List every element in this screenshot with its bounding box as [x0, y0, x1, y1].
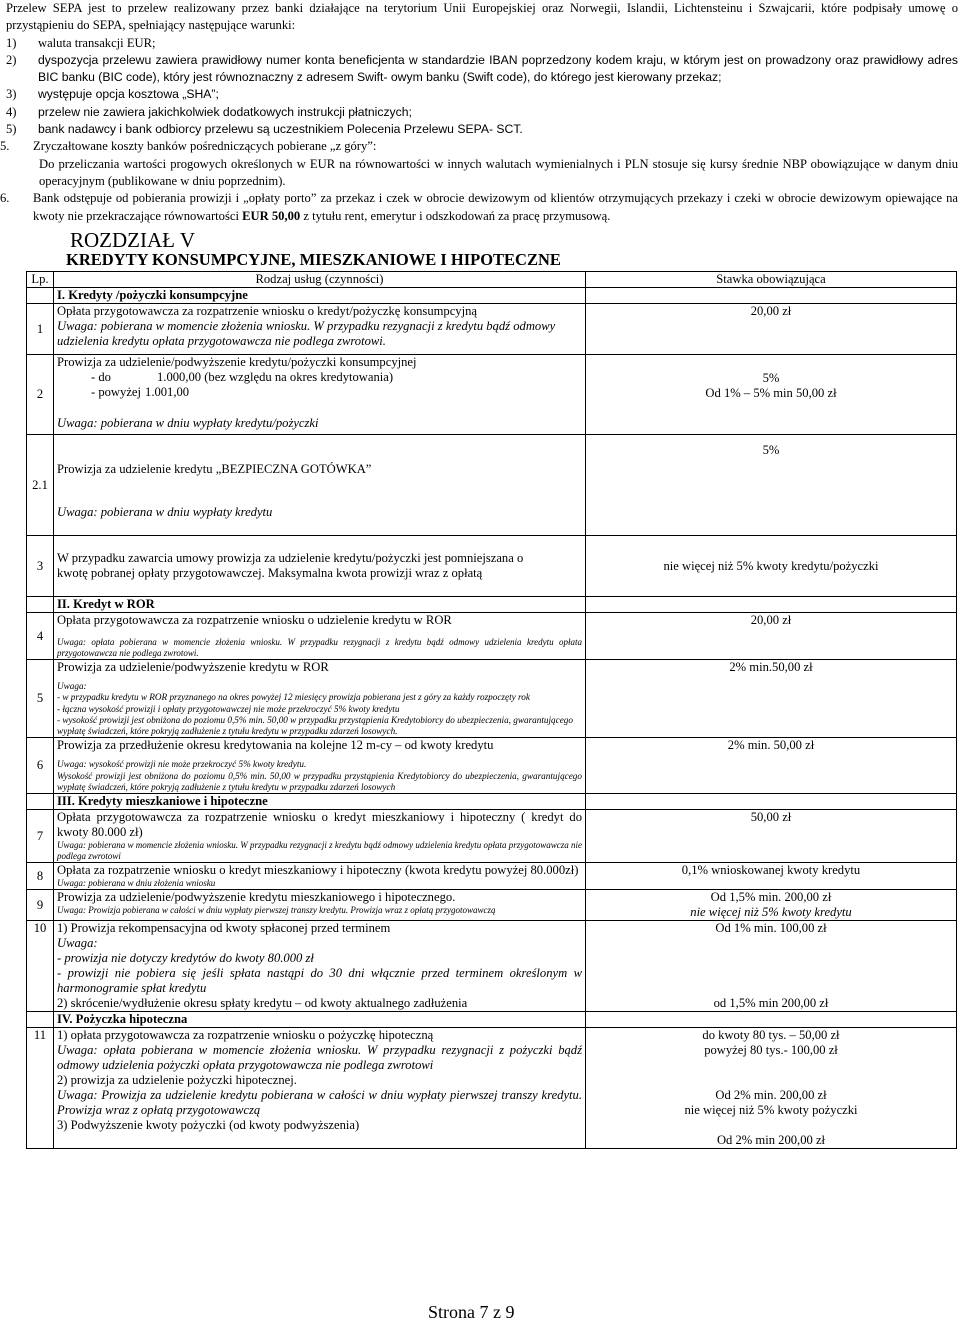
- section-row: II. Kredyt w ROR: [27, 597, 957, 613]
- point-6-num: 6.: [0, 191, 10, 206]
- cond-1: waluta transakcji EUR;: [38, 35, 156, 50]
- table-row: 3 W przypadku zawarcia umowy prowizja za udzielenie kredytu/pożyczki jest pomniejszana o kwotę pobranej opłaty przygotowawczej. Maksymalna kwota prowizji wraz z opłatą nie więcej niż 5% kwoty kredytu/pożyczki: [27, 536, 957, 597]
- chapter-heading: ROZDZIAŁ V: [70, 228, 196, 252]
- table-row: 9 Prowizja za udzielenie/podwyższenie kredytu mieszkaniowego i hipotecznego. Uwaga: Prowizja pobierana w całości w dniu wypłaty pierwszej transzy kredytu. Prowizja wraz z opłatą przygotowawczą Od 1,5% min. 200,00 zł nie więcej niż 5% kwoty kredytu: [27, 890, 957, 921]
- cond-3: występuje opcja kosztowa „SHA”;: [38, 87, 219, 102]
- table-row: 1 Opłata przygotowawcza za rozpatrzenie wniosku o kredyt/pożyczkę konsumpcyjną Uwaga: pobierana w momencie złożenia wniosku. W przypadku rezygnacji z kredytu bądź odmowy udzielenia kredytu opłata przygotowawcza nie podlega zwrotowi. 20,00 zł: [27, 304, 957, 355]
- table-row: 6 Prowizja za przedłużenie okresu kredytowania na kolejne 12 m-cy – od kwoty kredytu Uwaga: wysokość prowizji nie może przekroczyć 5% kwoty kredytu. Wysokość prowizji jest obniżona do poziomu 0,5% min. 50,00 w przypadku przystąpienia Kredytobiorcy do ubezpieczenia, gwarantującego wypłatę świadczeń, które pokryją zadłużenie z tytułu kredytu w przypadku zdarzeń losowych 2% min. 50,00 zł: [27, 738, 957, 794]
- col-lp: Lp.: [27, 272, 54, 288]
- col-service: Rodzaj usług (czynności): [54, 272, 586, 288]
- point-6-body: Bank odstępuje od pobierania prowizji i „opłaty porto” za przekaz i czek w obrocie dewizowym od klientów otrzymujących przekazy i czeki w obrocie dewizowym opiewające na kwoty nie przekraczające równowartości EUR 50,00 z tytułu rent, emerytur i odszkodowań za pracę przymusową.: [33, 191, 958, 223]
- section-row: I. Kredyty /pożyczki konsumpcyjne: [27, 288, 957, 304]
- table-row: 10 1) Prowizja rekompensacyjna od kwoty spłaconej przed terminem Uwaga: - prowizja nie dotyczy kredytów do kwoty 80.000 zł - prowizji nie pobiera się jeśli spłata nastąpi do 30 dni włącznie przed terminem określonym w harmonogramie spłat kredytu 2) skrócenie/wydłużenie okresu spłaty kredytu – od kwoty aktualnego zadłużenia Od 1% min. 100,00 zł od 1,5% min 200,00 zł: [27, 921, 957, 1012]
- section-row: IV. Pożyczka hipoteczna: [27, 1012, 957, 1028]
- table-row: 8 Opłata za rozpatrzenie wniosku o kredyt mieszkaniowy i hipoteczny (kwota kredytu powyżej 80.000zł) Uwaga: pobierana w dniu złożenia wniosku 0,1% wnioskowanej kwoty kredytu: [27, 863, 957, 890]
- fee-table: [26, 271, 957, 1149]
- point-5-num: 5.: [0, 139, 10, 154]
- table-row: 11 1) opłata przygotowawcza za rozpatrzenie wniosku o pożyczkę hipoteczną Uwaga: opłata pobierana w momencie złożenia wniosku. W przypadku rezygnacji z pożyczki bądź odmowy udzielenia pożyczki opłata przygotowawcza nie podlega zwrotowi 2) prowizja za udzielenie pożyczki hipotecznej. Uwaga: Prowizja za udzielenie kredytu pobierana w całości w dniu wypłaty pierwszej transzy kredytu. Prowizja wraz z opłatą przygotowawczą 3) Podwyższenie kwoty pożyczki (od kwoty podwyższenia) do kwoty 80 tys. – 50,00 zł powyżej 80 tys.- 100,00 zł Od 2% min. 200,00 zł nie więcej niż 5% kwoty pożyczki Od 2% min 200,00 zł: [27, 1028, 957, 1149]
- table-row: 7 Opłata przygotowawcza za rozpatrzenie wniosku o kredyt mieszkaniowy i hipoteczny ( kredyt do kwoty 80.000 zł) Uwaga: pobierana w momencie złożenia wniosku. W przypadku rezygnacji z kredytu bądź odmowy udzielenia kredytu opłata przygotowawcza nie podlega zwrotowi 50,00 zł: [27, 810, 957, 863]
- section-row: III. Kredyty mieszkaniowe i hipoteczne: [27, 794, 957, 810]
- table-row: 4 Opłata przygotowawcza za rozpatrzenie wniosku o udzielenie kredytu w ROR Uwaga: opłata pobierana w momencie złożenia wniosku. W przypadku rezygnacji z kredytu bądź odmowy udzielenia kredytu opłata przygotowawcza nie podlega zwrotowi. 20,00 zł: [27, 613, 957, 660]
- sepa-paragraph: Przelew SEPA jest to przelew realizowany przez banki działające na terytorium Unii Europejskiej oraz Norwegii, Islandii, Lichtensteinu i Szwajcarii, które podpisały umowę o przystąpieniu do SEPA, spełniający następujące warunki:: [6, 1, 958, 33]
- cond-4: przelew nie zawiera jakichkolwiek dodatkowych instrukcji płatniczych;: [38, 104, 412, 119]
- page-number: Strona 7 z 9: [428, 1302, 515, 1322]
- point-5-title: Zryczałtowane koszty banków pośredniczących pobierane „z góry”:: [33, 139, 377, 154]
- table-header-row: [27, 272, 957, 288]
- chapter-title: KREDYTY KONSUMPCYJNE, MIESZKANIOWE I HIPOTECZNE: [66, 250, 561, 269]
- cond-5-num: 5): [6, 122, 17, 137]
- table-row: 2.1 Prowizja za udzielenie kredytu „BEZPIECZNA GOTÓWKA” Uwaga: pobierana w dniu wypłaty kredytu 5%: [27, 435, 957, 536]
- cond-3-num: 3): [6, 87, 17, 102]
- table-row: 5 Prowizja za udzielenie/podwyższenie kredytu w ROR Uwaga: - w przypadku kredytu w ROR przyznanego na okres powyżej 12 miesięcy prowizja pobierana jest z góry za każdy rozpoczęty rok - łączna wysokość prowizji i opłaty przygotowawczej nie może przekroczyć 5% kwoty kredytu - wysokość prowizji jest obniżona do poziomu 0,5% min. 50,00 w przypadku przystąpienia Kredytobiorcy do ubezpieczenia, gwarantującego wypłatę świadczeń, które pokryją zadłużenie z tytułu kredytu w przypadku zdarzeń losowych. 2% min.50,00 zł: [27, 660, 957, 738]
- col-rate: Stawka obowiązująca: [586, 272, 957, 288]
- cond-2: dyspozycja przelewu zawiera prawidłowy numer konta beneficjenta w standardzie IBAN poprzedzony kodem kraju, w którym jest on prowadzony oraz prawidłowy adres BIC banku (BIC code), który jest równoznaczny z adresem Swift- owym banku (Swift code), do którego jest kierowany przekaz;: [38, 52, 958, 85]
- table-row: 2 Prowizja za udzielenie/podwyższenie kredytu/pożyczki konsumpcyjnej - do 1.000,00 (bez względu na okres kredytowania) - powyżej 1.001,00 Uwaga: pobierana w dniu wypłaty kredytu/pożyczki 5% Od 1% – 5% min 50,00 zł: [27, 355, 957, 435]
- cond-5: bank nadawcy i bank odbiorcy przelewu są uczestnikiem Polecenia Przelewu SEPA- SCT.: [38, 122, 523, 137]
- intro-section: [0, 0, 958, 225]
- cond-1-num: 1): [6, 35, 17, 50]
- cond-4-num: 4): [6, 104, 17, 119]
- cond-2-num: 2): [6, 52, 17, 67]
- point-5-body: Do przeliczania wartości progowych określonych w EUR na równowartości w innych walutach wymienialnych i PLN stosuje się kursy średnie NBP obowiązujące w danym dniu operacyjnym (publikowane w dniu poprzednim).: [39, 156, 958, 188]
